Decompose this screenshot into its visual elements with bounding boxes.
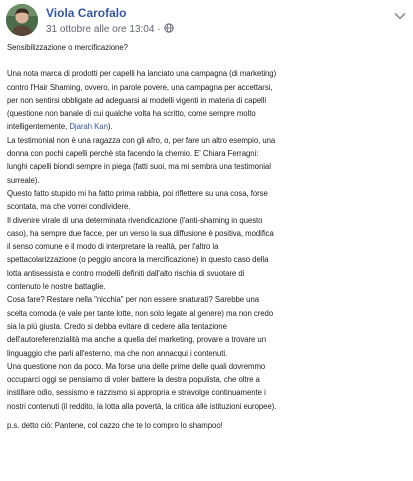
avatar-photo-icon — [6, 4, 38, 36]
paragraph-line: lotta antisessista e contro modelli definiti dall'alto rischia di svuotare di — [7, 268, 245, 278]
paragraph-line: scontata, ma che vorrei condividere. — [7, 202, 131, 212]
paragraph-line: Una questione non da poco. Ma forse una delle prime delle quali dovremmo — [7, 361, 266, 371]
paragraph-line: Cosa fare? Restare nella "nicchia" per non essere snaturati? Sarebbe una — [7, 295, 260, 305]
paragraph-line: sia la più giusta. Credo si debba evitare di cedere alla tentazione — [7, 321, 227, 331]
chevron-down-icon[interactable] — [394, 12, 406, 20]
paragraph-line: spettacolarizzazione (o peggio ancora la mercificazione) in questo caso della — [7, 255, 269, 265]
post-timestamp[interactable]: 31 ottobre alle ore 13:04 — [46, 24, 155, 35]
paragraph-line: Questo fatto stupido mi ha fatto prima rabbia, poi riflettere su una cosa, forse — [7, 188, 268, 198]
paragraph-line: occuparci oggi se pensiamo di voler battere la destra populista, che oltre a — [7, 375, 260, 385]
paragraph-line — [7, 120, 411, 133]
paragraph-line: surreale). — [7, 175, 40, 185]
meta-separator: · — [157, 24, 161, 35]
paragraph-line: scelta comoda (e vale per tante lotte, non solo legate al genere) ma non credo — [7, 308, 274, 318]
paragraph-line: caso), ha sempre due facce, per un verso la sua diffusione è positiva, modifica — [7, 228, 274, 238]
post-title: Sensibilizzazione o mercificazione? — [7, 43, 128, 52]
paragraph-line: Una nota marca di prodotti per capelli ha lanciato una campagna (di marketing) — [7, 69, 277, 79]
paragraph-line: donna con pochi capelli perchè sta facendo la chemio. E' Chiara Ferragni: — [7, 149, 259, 159]
text-segment: ). — [107, 122, 113, 132]
paragraph-line: nostri contenuti (il reddito, la lotta alla povertà, la critica alle istituzioni europee). — [7, 401, 277, 411]
mention-link[interactable]: Djarah Kan — [69, 122, 108, 132]
paragraph-line: contro l'Hair Shaming, ovvero, in parole povere, una campagna per accettarsi, — [7, 82, 273, 92]
post-header — [6, 4, 406, 38]
paragraph-line: La testimonial non è una ragazza con gli afro, o, per fare un altro esempio, una — [7, 135, 276, 145]
post-body — [7, 41, 411, 432]
text-segment: intelligentemente, — [7, 122, 70, 132]
paragraph-line: il senso comune e il modo di interpretare la realtà, per l'altro la — [7, 242, 219, 252]
globe-icon[interactable] — [164, 23, 174, 33]
paragraph-line: Il divenire virale di una determinata rivendicazione (l'anti-shaming in questo — [7, 215, 263, 225]
paragraph-line: dell'autoreferenzialità ma anche a quella del marketing, provare a trovare un — [7, 335, 266, 345]
paragraph-line: instillare odio, sessismo e razzismo si appropria e stravolge continuamente i — [7, 388, 266, 398]
paragraph-line: lunghi capelli biondi sempre in piega (fatti suoi, ma mi sembra una testimonial — [7, 162, 271, 172]
post-meta — [46, 23, 174, 35]
postscript: p.s. detto ciò: Pantene, col cazzo che te lo compro lo shampoo! — [7, 421, 223, 431]
paragraph-line: linguaggio che parli all'esterno, ma che non annacqui i contenuti. — [7, 348, 228, 358]
paragraph-line: per non sentirsi obbligate ad adeguarsi ai modelli vigenti in materia di capelli — [7, 95, 267, 105]
paragraph-line: contenuto le nostre battaglie. — [7, 282, 106, 292]
author-name[interactable]: Viola Carofalo — [46, 6, 127, 20]
author-avatar[interactable] — [6, 4, 38, 36]
paragraph-line: (questione non banale di cui qualche volta ha scritto, come sempre molto — [7, 109, 256, 119]
